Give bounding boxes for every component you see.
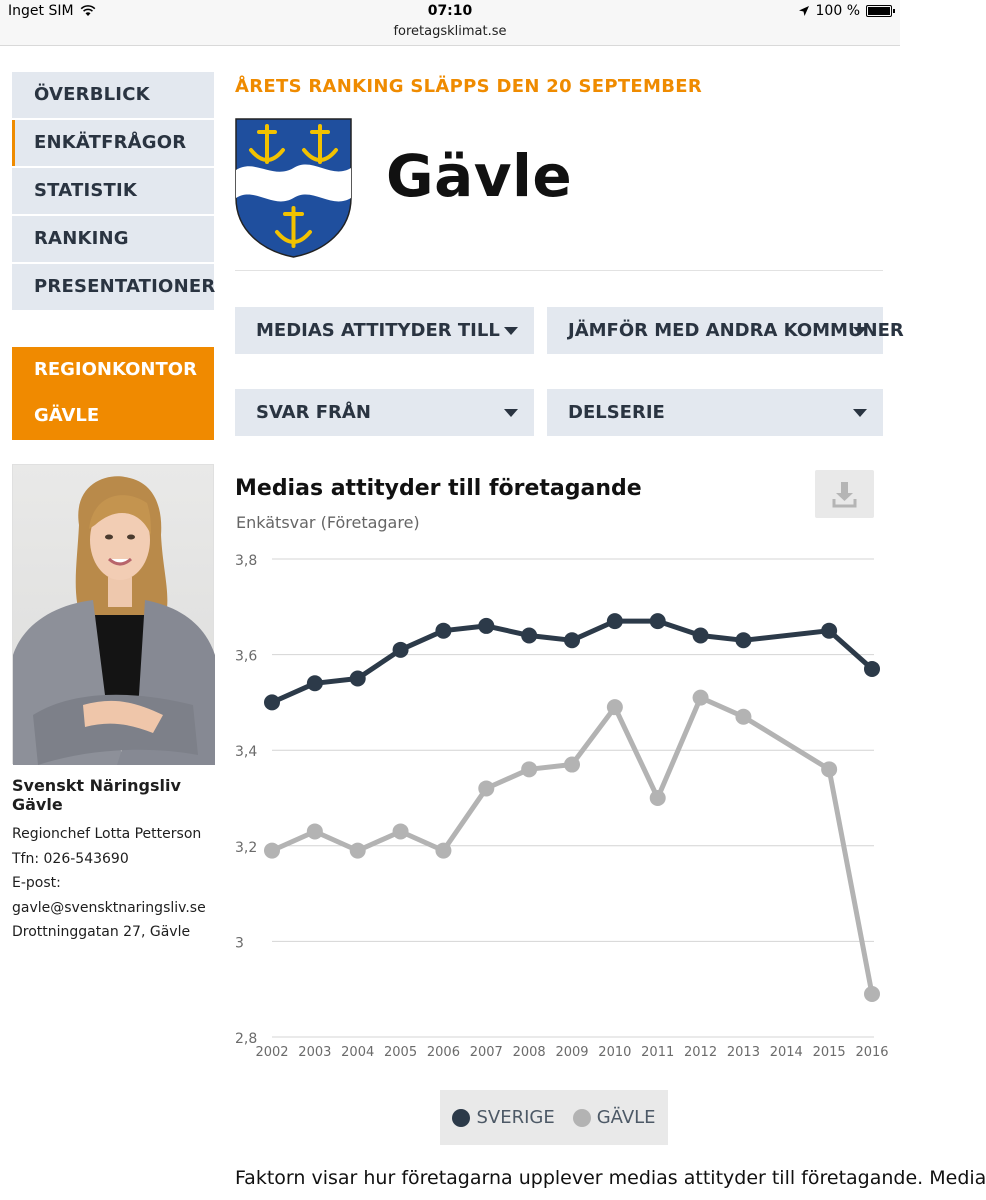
contact-phone[interactable]: Tfn: 026-543690: [12, 850, 129, 867]
data-point: [435, 623, 451, 639]
x-tick-label: 2011: [641, 1045, 675, 1060]
data-point: [821, 623, 837, 639]
status-right: [798, 3, 892, 19]
caret-down-icon: [504, 327, 518, 335]
x-tick-label: 2009: [555, 1045, 589, 1060]
data-point: [607, 613, 623, 629]
data-point: [393, 823, 409, 839]
data-point: [521, 761, 537, 777]
sidebar-item-overblick[interactable]: ÖVERBLICK: [12, 72, 214, 118]
x-tick-label: 2016: [855, 1045, 889, 1060]
subseries-dropdown[interactable]: [547, 389, 883, 436]
data-point: [650, 613, 666, 629]
download-icon: [815, 470, 874, 518]
data-point: [264, 694, 280, 710]
caret-down-icon: [504, 409, 518, 417]
y-tick-label: 3,4: [235, 744, 258, 761]
data-point: [821, 761, 837, 777]
x-tick-label: 2015: [812, 1045, 846, 1060]
contact-card: [12, 776, 222, 945]
contact-address: Drottninggatan 27, Gävle: [12, 924, 191, 940]
region-office-label: REGIONKONTOR: [34, 359, 197, 380]
legend-marker-gavle: [573, 1109, 591, 1127]
factor-dropdown[interactable]: [235, 307, 534, 354]
data-point: [478, 780, 494, 796]
data-point: [607, 699, 623, 715]
contact-person-photo: [12, 464, 214, 764]
data-point: [564, 757, 580, 773]
subseries-dropdown-label: DELSERIE: [568, 402, 665, 423]
legend-item-gavle[interactable]: [573, 1107, 656, 1128]
clock: 07:10: [427, 3, 473, 19]
respondents-dropdown-label: SVAR FRÅN: [256, 402, 371, 423]
x-tick-label: 2004: [341, 1045, 375, 1060]
data-point: [264, 843, 280, 859]
sidebar-item-presentationer[interactable]: PRESENTATIONER: [12, 264, 214, 310]
y-tick-label: 3,2: [235, 839, 258, 856]
x-tick-label: 2002: [255, 1045, 289, 1060]
caret-down-icon: [853, 327, 867, 335]
x-tick-label: 2013: [726, 1045, 760, 1060]
caret-down-icon: [853, 409, 867, 417]
respondents-dropdown[interactable]: [235, 389, 534, 436]
region-office-city: GÄVLE: [34, 405, 100, 426]
legend-marker-sverige: [452, 1109, 470, 1127]
contact-role: Regionchef Lotta Petterson: [12, 826, 202, 842]
download-button[interactable]: [815, 470, 874, 518]
x-tick-label: 2010: [598, 1045, 632, 1060]
legend-item-sverige[interactable]: [452, 1107, 554, 1128]
contact-org: Svenskt Näringsliv Gävle: [12, 776, 181, 814]
factor-description: Faktorn visar hur företagarna upplever medias attityder till företagande. Media: [235, 1167, 986, 1189]
x-tick-label: 2012: [684, 1045, 718, 1060]
x-tick-label: 2007: [469, 1045, 503, 1060]
region-office-button[interactable]: [12, 347, 214, 440]
coat-of-arms-image: [235, 118, 352, 258]
battery-label: 100 %: [815, 3, 860, 19]
location-arrow-icon: [798, 5, 810, 17]
y-tick-label: 3,6: [235, 648, 258, 665]
contact-email-label: E-post:: [12, 875, 61, 891]
chart-legend: [440, 1090, 668, 1145]
sidebar-item-ranking[interactable]: RANKING: [12, 216, 214, 262]
data-point: [350, 671, 366, 687]
data-point: [864, 661, 880, 677]
sidebar-item-statistik[interactable]: STATISTIK: [12, 168, 214, 214]
line-chart: [230, 545, 890, 1065]
data-point: [393, 642, 409, 658]
data-point: [693, 627, 709, 643]
contact-email[interactable]: gavle@svensktnaringsliv.se: [12, 899, 206, 916]
x-tick-label: 2008: [512, 1045, 546, 1060]
y-tick-label: 2,8: [235, 1031, 258, 1047]
data-point: [435, 843, 451, 859]
x-tick-label: 2005: [384, 1045, 418, 1060]
url-bar[interactable]: foretagsklimat.se: [393, 24, 507, 39]
ranking-announcement[interactable]: ÅRETS RANKING SLÄPPS DEN 20 SEPTEMBER: [235, 76, 702, 97]
compare-dropdown[interactable]: [547, 307, 904, 354]
status-bar: [0, 0, 900, 46]
sidebar-item-enkatfragor[interactable]: ENKÄTFRÅGOR: [12, 120, 214, 166]
carrier-label: Inget SIM: [8, 3, 74, 19]
x-tick-label: 2014: [769, 1045, 803, 1060]
battery-icon: [866, 5, 892, 17]
chart-subtitle: Enkätsvar (Företagare): [236, 513, 420, 532]
data-point: [693, 690, 709, 706]
data-point: [521, 627, 537, 643]
x-tick-label: 2006: [426, 1045, 460, 1060]
data-point: [564, 632, 580, 648]
x-tick-label: 2003: [298, 1045, 332, 1060]
y-tick-label: 3: [235, 935, 244, 952]
legend-label-gavle: GÄVLE: [596, 1107, 656, 1128]
chart-title: Medias attityder till företagande: [235, 476, 642, 501]
sidebar-nav: [12, 72, 214, 312]
data-point: [650, 790, 666, 806]
data-point: [735, 709, 751, 725]
data-point: [307, 675, 323, 691]
data-point: [864, 986, 880, 1002]
header-divider: [235, 270, 883, 271]
legend-label-sverige: SVERIGE: [476, 1107, 555, 1128]
data-point: [735, 632, 751, 648]
data-point: [307, 823, 323, 839]
factor-dropdown-label: MEDIAS ATTITYDER TILL: [256, 320, 500, 341]
page-title: Gävle: [386, 142, 573, 210]
data-point: [350, 843, 366, 859]
data-point: [478, 618, 494, 634]
y-tick-label: 3,8: [235, 553, 258, 569]
compare-dropdown-label: JÄMFÖR MED ANDRA KOMMUNER: [568, 320, 904, 341]
person-portrait-image: [13, 465, 215, 765]
